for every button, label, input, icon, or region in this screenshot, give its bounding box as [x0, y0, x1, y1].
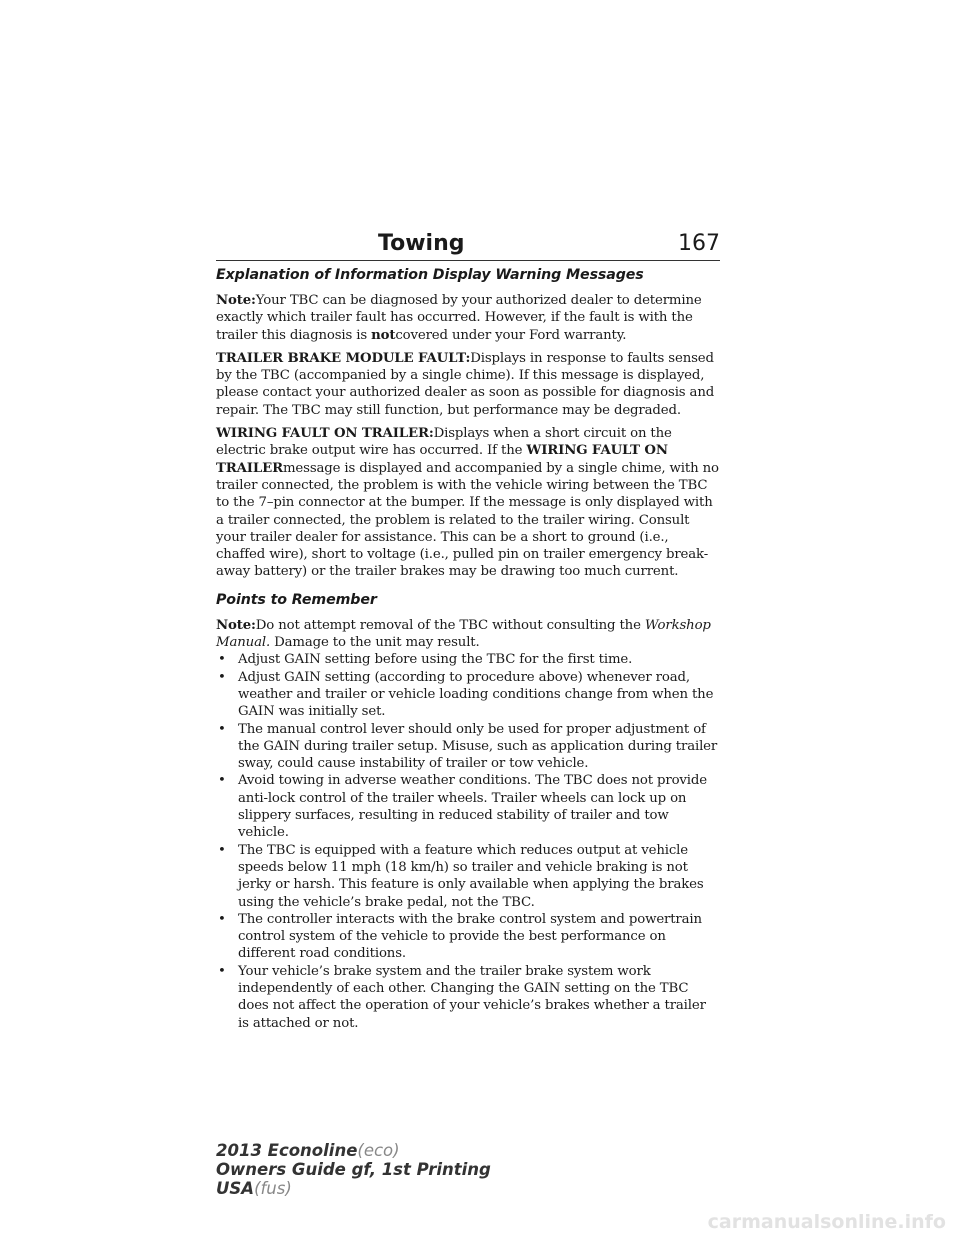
- section-heading-warning-messages: Explanation of Information Display Warning Messages: [216, 267, 644, 283]
- points-note-text-end: Damage to the unit may result.: [270, 635, 480, 651]
- bullet-icon: •: [218, 911, 226, 927]
- bullet-icon: •: [218, 773, 226, 789]
- points-note-paragraph: [216, 617, 720, 652]
- section-title: Towing: [378, 231, 465, 256]
- module-fault-label: TRAILER BRAKE MODULE FAULT:: [216, 350, 471, 366]
- wiring-fault-inline-bold: WIRING FAULT ON TRAILER: [216, 443, 668, 476]
- footer-line-model: 2013 Econoline(eco): [216, 1141, 400, 1160]
- points-list: [216, 651, 720, 1032]
- bullet-icon: •: [218, 721, 226, 737]
- bullet-icon: •: [218, 652, 226, 668]
- wiring-fault-text-end: message is displayed and accompanied by a single chime, with no trailer connected, the problem is with the vehicle wiring between the TBC to the 7–pin connector at the bumper. If the message is only displayed with a trailer connected, the problem is related to the trailer wiring. Consult your trailer dealer for assistance. This can be a short to ground (i.e., chaffed wire), short to voltage (i.e., pulled pin on trailer emergency break-away battery) or the trailer brakes may be drawing too much current.: [216, 460, 719, 580]
- note-label: Note:: [216, 293, 256, 308]
- print-footer: [216, 1141, 491, 1198]
- page-header: [216, 230, 720, 262]
- list-item: • The TBC is equipped with a feature which reduces output at vehicle speeds below 11 mph (18 km/h) so trailer and vehicle braking is not jerky or harsh. This feature is only available when applying the brakes using the vehicle’s brake pedal, not the TBC.: [218, 842, 704, 910]
- workshop-manual-ref: Workshop Manual.: [216, 617, 711, 651]
- wiring-fault-paragraph: [216, 425, 720, 581]
- bullet-icon: •: [218, 963, 226, 979]
- list-item: • The controller interacts with the brake control system and powertrain control system of the vehicle to provide the best performance on different road conditions.: [218, 911, 702, 962]
- note-bold: not: [371, 327, 396, 343]
- list-item: • The manual control lever should only be used for proper adjustment of the GAIN during trailer setup. Misuse, such as application during trailer sway, could cause instability of trailer or tow vehicle.: [218, 721, 718, 772]
- list-item: • Avoid towing in adverse weather conditions. The TBC does not provide anti-lock control of the trailer wheels. Trailer wheels can lock up on slippery surfaces, resulting in reduced stability of trailer and tow vehicle.: [218, 773, 707, 841]
- footer-line-guide: Owners Guide gf, 1st Printing: [216, 1160, 491, 1179]
- page-content: [216, 266, 720, 1032]
- section-heading-points: Points to Remember: [216, 591, 377, 608]
- bullet-icon: •: [218, 669, 226, 685]
- module-fault-text: Displays in response to faults sensed by the TBC (accompanied by a single chime). If this message is displayed, please contact your authorized dealer as soon as possible for diagnosis and repair. The TBC may still function, but performance may be degraded.: [216, 350, 715, 418]
- list-item: • Adjust GAIN setting (according to procedure above) whenever road, weather and trailer or vehicle loading conditions change from when the GAIN was initially set.: [218, 669, 714, 720]
- footer-line-region: USA(fus): [216, 1179, 292, 1198]
- site-watermark: carmanualsonline.info: [707, 1211, 946, 1233]
- points-note-text: Do not attempt removal of the TBC without consulting the: [255, 617, 645, 633]
- note-paragraph: [216, 292, 720, 344]
- wiring-fault-text: Displays when a short circuit on the electric brake output wire has occurred. If the: [216, 426, 672, 459]
- wiring-fault-label: WIRING FAULT ON TRAILER:: [216, 426, 434, 442]
- module-fault-paragraph: [216, 350, 720, 419]
- list-item: • Adjust GAIN setting before using the TBC for the first time.: [218, 652, 633, 668]
- header-rule: [216, 260, 720, 261]
- points-note-label: Note:: [216, 617, 256, 633]
- bullet-icon: •: [218, 842, 226, 858]
- page-number: 167: [678, 231, 720, 256]
- note-text-end: covered under your Ford warranty.: [395, 327, 627, 343]
- note-text: Your TBC can be diagnosed by your authorized dealer to determine exactly which trailer fault has occurred. However, if the fault is with the trailer this diagnosis is: [216, 293, 702, 343]
- list-item: • Your vehicle’s brake system and the trailer brake system work independently of each other. Changing the GAIN setting on the TBC does not affect the operation of your vehicle’s brakes whether a trailer is attached or not.: [218, 963, 706, 1031]
